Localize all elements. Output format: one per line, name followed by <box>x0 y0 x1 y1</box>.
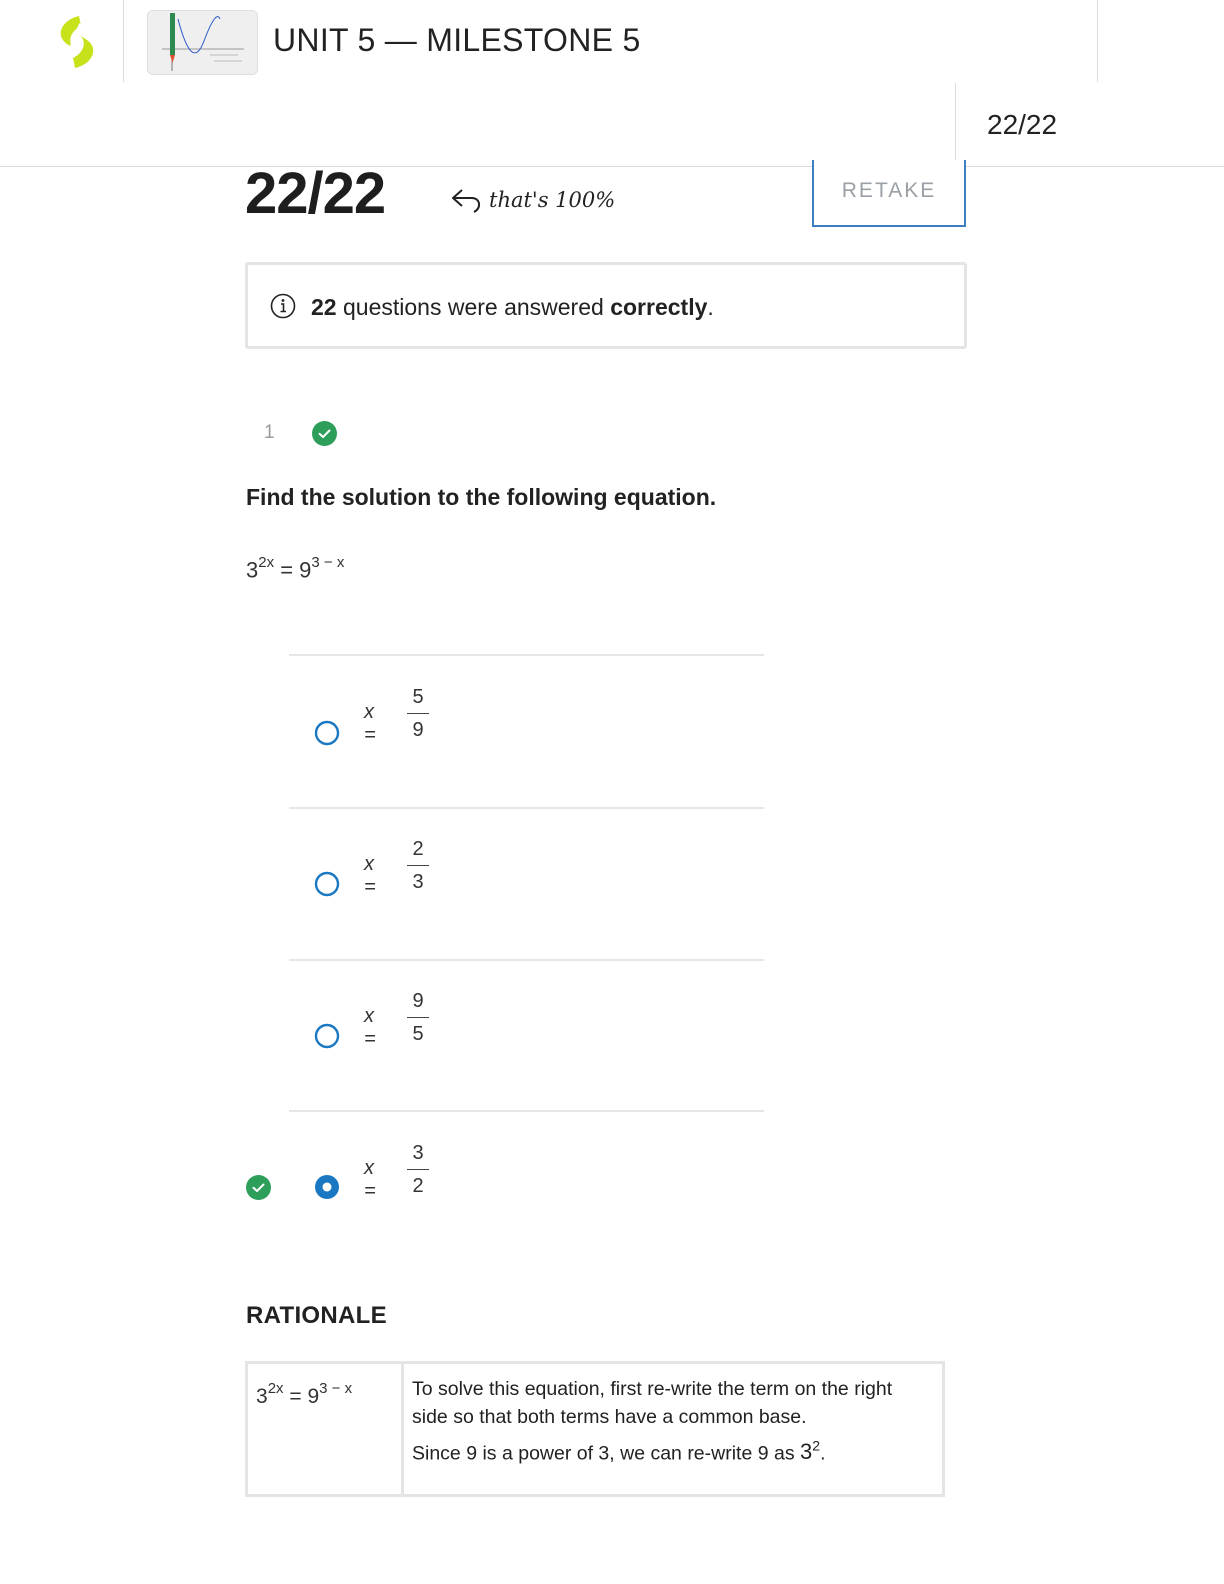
fraction-denominator: 5 <box>412 1023 424 1045</box>
option-fraction <box>406 837 430 894</box>
fraction-numerator: 9 <box>412 990 424 1012</box>
fraction-denominator: 9 <box>412 719 424 741</box>
results-summary-text <box>311 294 714 321</box>
eq-exponent-2: 3 − x <box>319 1380 353 1397</box>
header-divider <box>123 0 124 82</box>
question-correct-check-icon <box>312 421 337 446</box>
score-value: 22/22 <box>245 161 386 226</box>
header-score: 22/22 <box>987 109 1058 140</box>
header-divider <box>955 83 956 167</box>
eq-exponent-1: 2x <box>258 554 275 571</box>
fraction-numerator: 2 <box>412 838 424 860</box>
option-var: x = <box>364 1157 376 1202</box>
option-var: x = <box>364 1005 376 1050</box>
info-icon <box>270 293 296 319</box>
fraction-bar <box>407 1169 429 1170</box>
question-equation <box>246 556 344 583</box>
eq-equals: = <box>283 1385 308 1408</box>
fraction-bar <box>407 713 429 714</box>
power-base: 3 <box>800 1439 813 1465</box>
option-fraction <box>406 1141 430 1198</box>
option-separator <box>289 1110 764 1112</box>
eq-equals: = <box>274 557 300 583</box>
score-percent-note: that's 100% <box>489 188 616 212</box>
rationale-column-divider <box>401 1364 404 1494</box>
option-var: x = <box>364 701 376 746</box>
fraction-bar <box>407 1017 429 1018</box>
rationale-table <box>245 1361 945 1497</box>
summary-text-before: questions were answered <box>336 294 611 320</box>
retake-button[interactable]: RETAKE <box>812 160 966 227</box>
fraction-denominator: 2 <box>412 1175 424 1197</box>
unit-thumbnail-image <box>147 10 258 75</box>
option-separator <box>289 807 764 809</box>
results-summary-box <box>245 262 967 349</box>
question-prompt: Find the solution to the following equation. <box>246 484 717 510</box>
eq-exponent-2: 3 − x <box>311 554 345 571</box>
option-separator <box>289 654 764 656</box>
power-exponent: 2 <box>812 1438 821 1454</box>
eq-base-2: 9 <box>299 557 312 583</box>
correct-count: 22 <box>311 294 337 320</box>
fraction-numerator: 5 <box>412 686 424 708</box>
correct-answer-check-icon <box>246 1175 271 1200</box>
page-title: UNIT 5 — MILESTONE 5 <box>273 22 641 58</box>
rationale-text-suffix: . <box>820 1442 826 1465</box>
rationale-heading: RATIONALE <box>246 1302 387 1329</box>
rationale-step-text-2 <box>412 1438 825 1465</box>
rationale-equation <box>256 1382 352 1409</box>
fraction-denominator: 3 <box>412 871 424 893</box>
rationale-power <box>800 1439 820 1464</box>
header-bottom-border <box>0 166 1224 167</box>
summary-text-after: . <box>707 294 714 320</box>
option-b-radio[interactable] <box>314 871 340 897</box>
eq-base-1: 3 <box>246 557 259 583</box>
rationale-text-prefix: Since 9 is a power of 3, we can re-write 9 as <box>412 1442 801 1465</box>
question-number: 1 <box>264 422 275 443</box>
curved-arrow-icon <box>450 186 484 216</box>
eq-base-2: 9 <box>307 1385 320 1408</box>
option-a-radio[interactable] <box>314 720 340 746</box>
eq-base-1: 3 <box>256 1385 268 1408</box>
header-divider <box>1097 0 1098 82</box>
option-separator <box>289 959 764 961</box>
rationale-step-text: To solve this equation, first re-write the term on the right side so that both terms have a common base. <box>412 1378 893 1428</box>
option-fraction <box>406 989 430 1046</box>
option-fraction <box>406 685 430 742</box>
sophia-logo-icon[interactable] <box>55 14 99 70</box>
fraction-bar <box>407 865 429 866</box>
option-c-radio[interactable] <box>314 1023 340 1049</box>
option-d-radio[interactable] <box>314 1174 340 1200</box>
summary-emphasis: correctly <box>610 294 708 320</box>
fraction-numerator: 3 <box>412 1142 424 1164</box>
eq-exponent-1: 2x <box>267 1380 284 1397</box>
option-var: x = <box>364 853 376 898</box>
